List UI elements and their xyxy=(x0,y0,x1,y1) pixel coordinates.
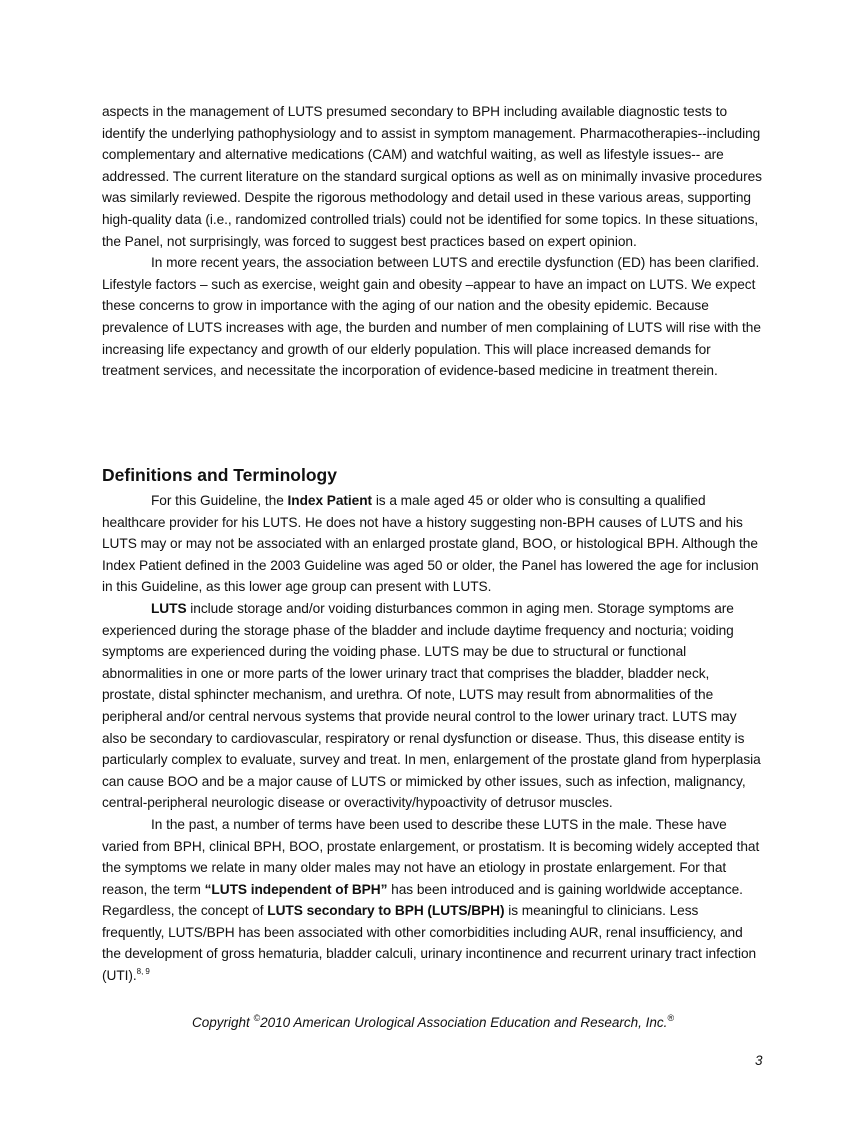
paragraph-luts-definition xyxy=(102,598,764,814)
registered-mark: ® xyxy=(667,1013,675,1023)
copyright-footer xyxy=(0,1013,866,1030)
copyright-prefix: Copyright xyxy=(191,1015,254,1030)
text-span: has been introduced and is gaining worldwide acceptance. Regardless, the concept of xyxy=(102,881,743,919)
text-span: For this Guideline, the xyxy=(151,493,288,508)
paragraph-aspects: aspects in the management of LUTS presumed secondary to BPH including available diagnostic tests to identify the underlying pathophysiology and to assist in symptom management. Pharmacotherapies--including complementary and alternative medications (CAM) and watchful waiting, as well as lifestyle issues-- are addressed. The current literature on the standard surgical options as well as on minimally invasive procedures was similarly reviewed. Despite the rigorous methodology and detail used in these various areas, supporting high-quality data (i.e., randomized controlled trials) could not be identified for some topics. In these situations, the Panel, not surprisingly, was forced to suggest best practices based on expert opinion. xyxy=(102,104,762,249)
copyright-text: 2010 American Urological Association Education and Research, Inc. xyxy=(260,1015,668,1030)
definitions-block xyxy=(102,490,764,987)
text-span: is a male aged 45 or older who is consulting a qualified healthcare provider for his LUTS. He does not have a history suggesting non-BPH causes of LUTS and his LUTS may or may not be associated with an enlarged prostate gland, BOO, or histological BPH. Although the Index Patient defined in the 2003 Guideline was aged 50 or older, the Panel has lowered the age for inclusion in this Guideline, as this lower age group can present with LUTS. xyxy=(102,493,759,595)
text-span: include storage and/or voiding disturbances common in aging men. Storage symptoms are experienced during the storage phase of the bladder and include daytime frequency and nocturia; voiding symptoms are experienced during the voiding phase. LUTS may be due to structural or functional abnormalities in one or more parts of the lower urinary tract that comprises the bladder, bladder neck, prostate, distal sphincter mechanism, and urethra. Of note, LUTS may result from abnormalities of the peripheral and/or central nervous systems that provide neural control to the lower urinary tract. LUTS may also be secondary to cardiovascular, respiratory or renal dysfunction or disease. Thus, this disease entity is particularly complex to evaluate, survey and treat. In men, enlargement of the prostate gland from hyperplasia can cause BOO and be a major cause of LUTS or mimicked by other issues, such as infection, malignancy, central-peripheral neurologic disease or overactivity/hypoactivity of detrusor muscles. xyxy=(102,600,761,811)
term-luts-independent: “LUTS independent of BPH” xyxy=(204,881,388,897)
paragraph-index-patient xyxy=(102,490,764,598)
paragraph-terms-history xyxy=(102,814,764,987)
intro-block xyxy=(102,101,764,382)
text-span: is meaningful to clinicians. Less frequently, LUTS/BPH has been associated with other comorbidities including AUR, renal insufficiency, and the development of gross hematuria, bladder calculi, urinary incontinence and recurrent urinary tract infection (UTI). xyxy=(102,903,757,984)
term-luts: LUTS xyxy=(151,600,187,616)
term-luts-secondary: LUTS secondary to BPH (LUTS/BPH) xyxy=(267,903,505,919)
citation-reference: 8, 9 xyxy=(136,967,150,977)
paragraph-ed-association: In more recent years, the association between LUTS and erectile dysfunction (ED) has been clarified. Lifestyle factors – such as exercise, weight gain and obesity –appear to have an impact on LUTS. We expect these concerns to grow in importance with the aging of our nation and the obesity epidemic. Because prevalence of LUTS increases with age, the burden and number of men complaining of LUTS will rise with the increasing life expectancy and growth of our elderly population. This will place increased demands for treatment services, and necessitate the incorporation of evidence-based medicine in treatment therein. xyxy=(102,255,761,379)
text-span: In the past, a number of terms have been used to describe these LUTS in the male. These have varied from BPH, clinical BPH, BOO, prostate enlargement, or prostatism. It is becoming widely accepted that the symptoms we relate in many older males may not have an etiology in prostate enlargement. For that reason, the term xyxy=(102,816,760,897)
page-number: 3 xyxy=(755,1053,763,1068)
copyright-symbol: © xyxy=(253,1013,261,1023)
section-heading: Definitions and Terminology xyxy=(102,465,337,485)
term-index-patient: Index Patient xyxy=(287,493,373,508)
